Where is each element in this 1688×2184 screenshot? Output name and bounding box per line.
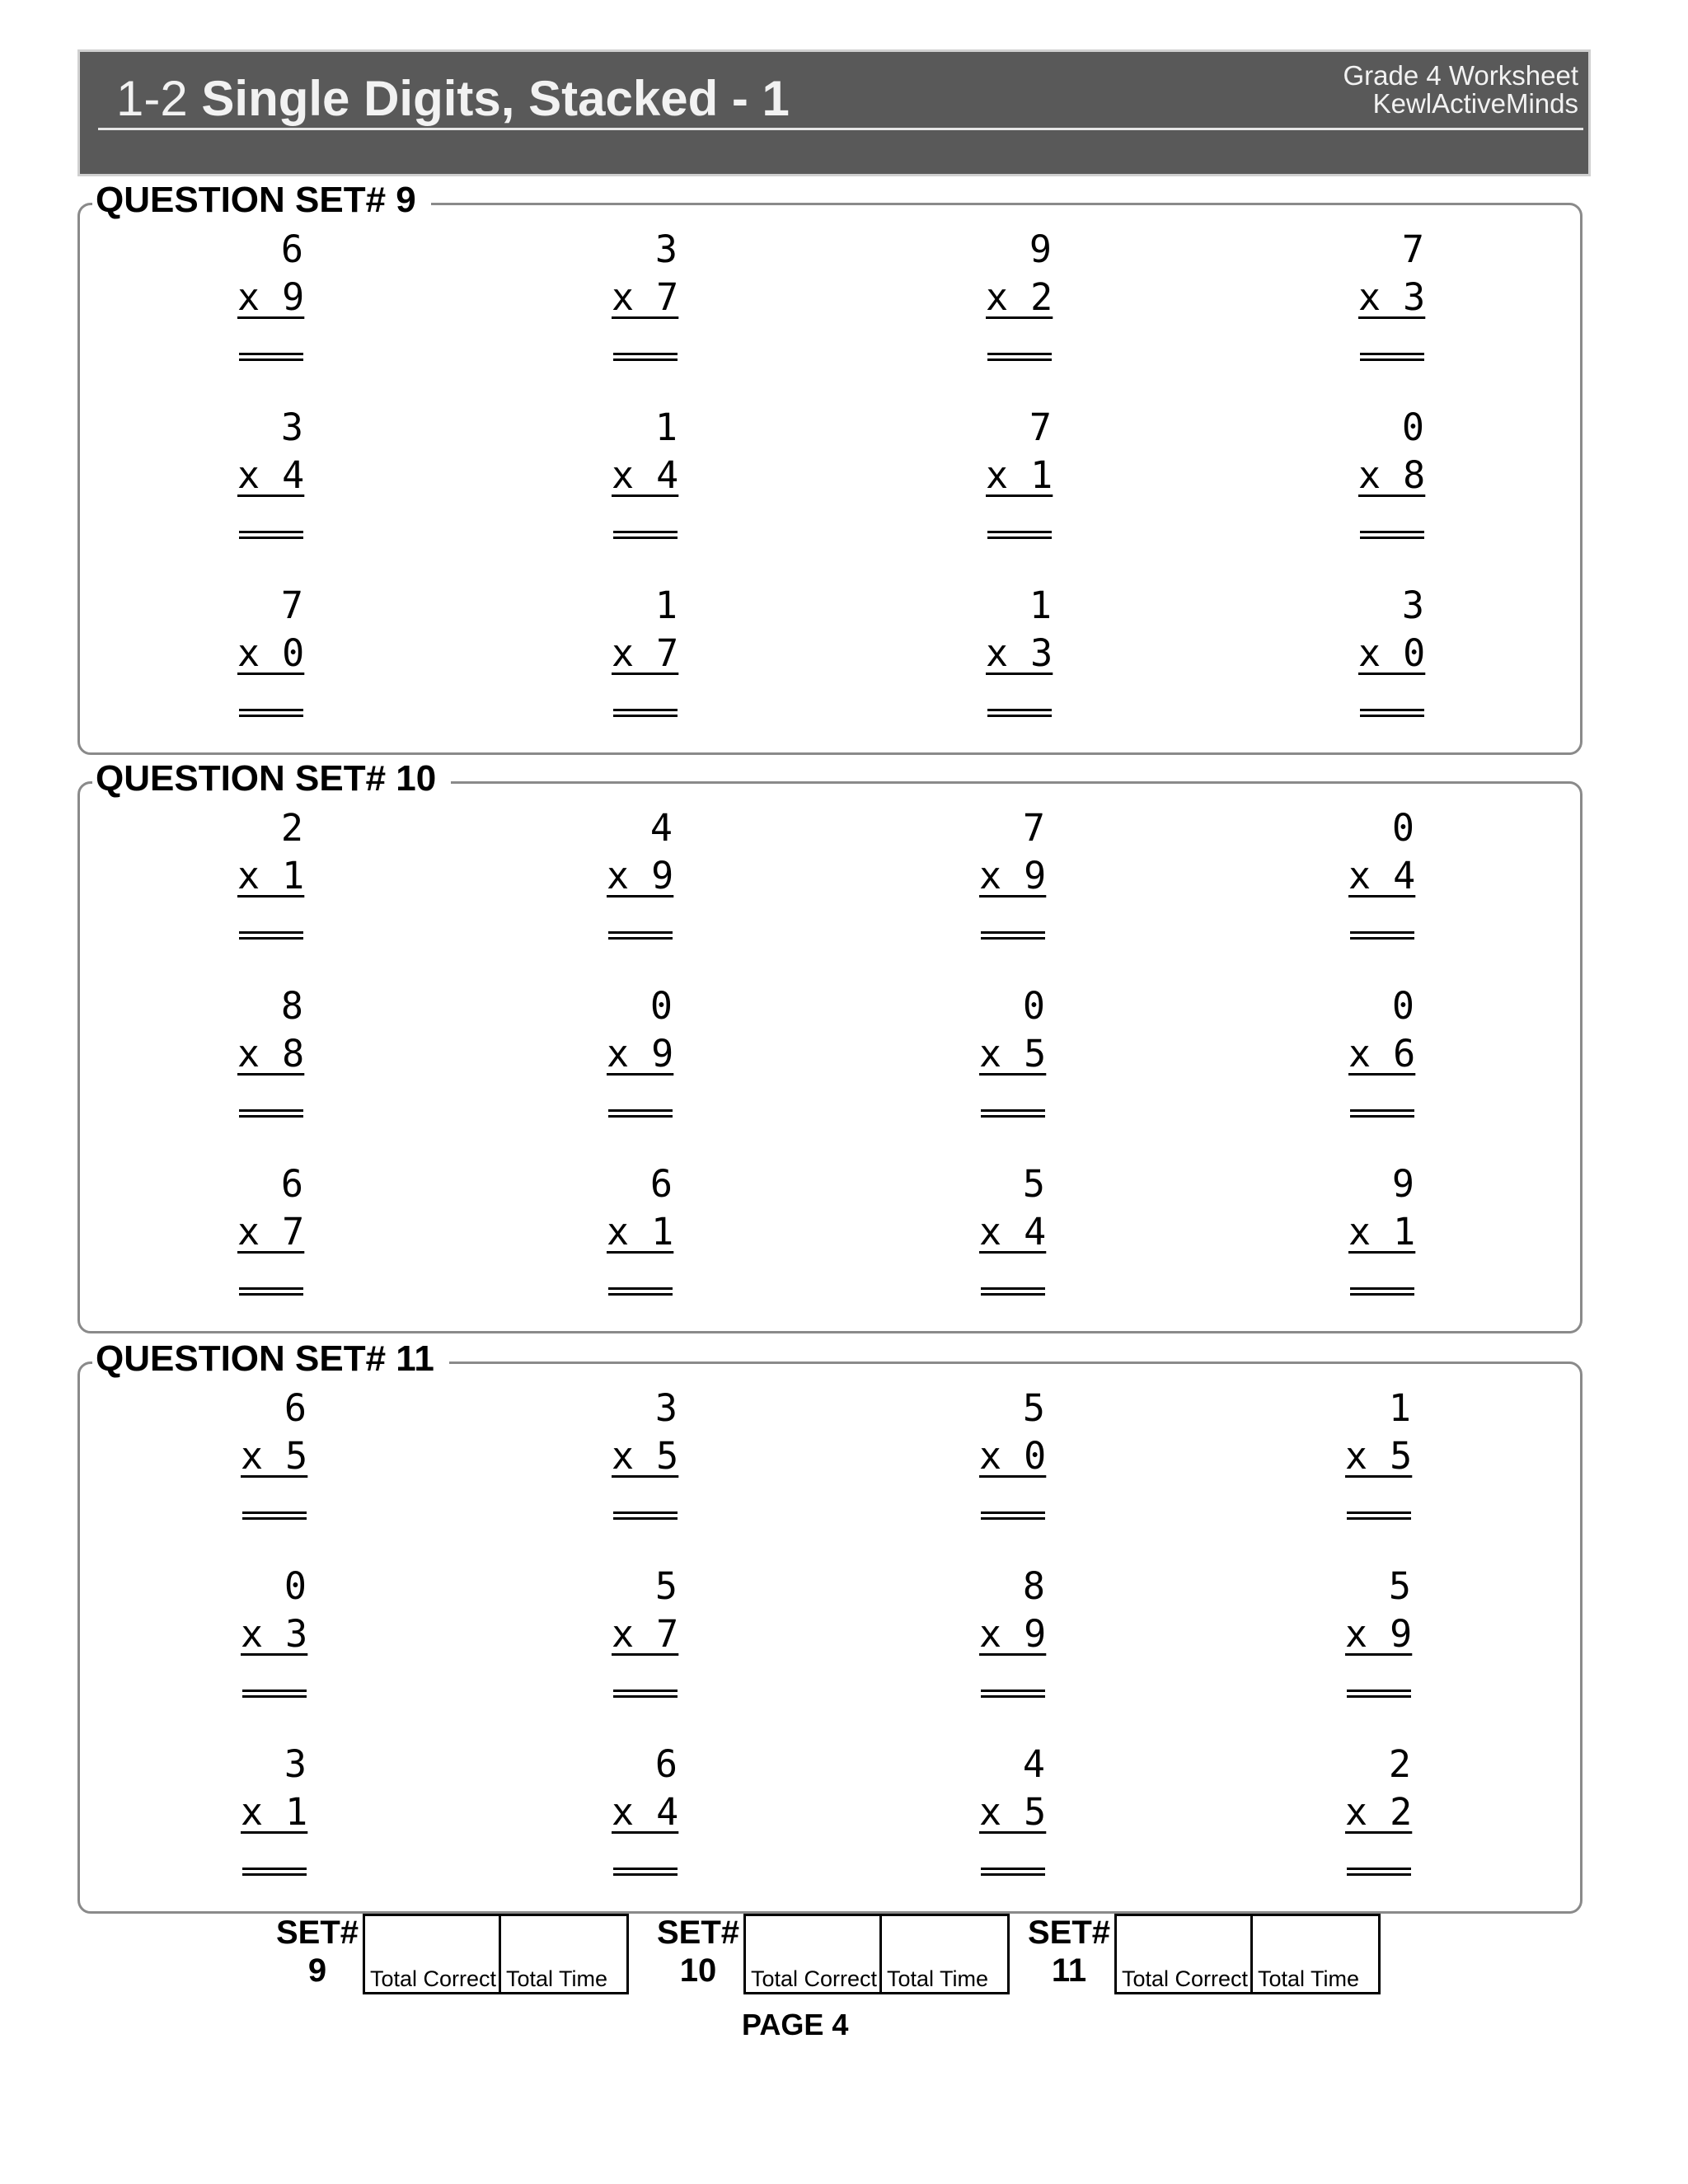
- answer-line: [1348, 1263, 1414, 1310]
- math-problem: [612, 1741, 678, 1891]
- problem-top-number: 1: [1388, 1386, 1411, 1430]
- total-correct-label: Total Correct: [1122, 1966, 1249, 1991]
- math-problem: [1348, 1160, 1414, 1310]
- answer-line: [612, 1665, 678, 1713]
- problem-multiplier: x 4: [237, 453, 305, 497]
- answer-blank[interactable]: [613, 353, 678, 361]
- problem-top-number: 4: [1022, 1742, 1045, 1786]
- problem-top-number: 6: [280, 227, 303, 271]
- answer-blank[interactable]: [608, 1109, 673, 1118]
- problem-top-number: 0: [1391, 806, 1414, 850]
- header-meta: [1343, 62, 1578, 118]
- problem-top-number: 4: [649, 806, 673, 850]
- problem-top-number: 7: [1022, 806, 1045, 850]
- problem-top-number: 5: [1022, 1162, 1045, 1206]
- page-number: PAGE 4: [742, 2008, 849, 2041]
- set-label: QUESTION SET# 11: [92, 1338, 449, 1380]
- answer-line: [612, 1843, 678, 1891]
- math-problem: [612, 404, 678, 554]
- problem-multiplier: x 5: [1345, 1434, 1413, 1478]
- answer-line: [1345, 1487, 1411, 1535]
- total-time-label: Total Time: [887, 1966, 989, 1991]
- problem-multiplier: x 6: [1348, 1032, 1416, 1076]
- set-label: QUESTION SET# 9: [92, 180, 431, 221]
- problem-multiplier: x 3: [986, 631, 1053, 675]
- total-correct-label: Total Correct: [751, 1966, 878, 1991]
- brand-label: KewlActiveMinds: [1372, 88, 1578, 119]
- answer-line: [241, 1487, 307, 1535]
- problem-top-number: 1: [654, 583, 678, 627]
- answer-blank[interactable]: [239, 531, 303, 539]
- problem-top-number: 6: [649, 1162, 673, 1206]
- math-problem: [607, 982, 673, 1132]
- problem-multiplier: x 7: [612, 1612, 679, 1656]
- problem-top-number: 7: [1401, 227, 1424, 271]
- math-problem: [612, 1563, 678, 1713]
- answer-line: [979, 1487, 1045, 1535]
- problem-top-number: 2: [1388, 1742, 1411, 1786]
- score-set-text: SET#: [275, 1915, 359, 1951]
- answer-line: [607, 1263, 673, 1310]
- problem-top-number: 3: [284, 1742, 307, 1786]
- math-problem: [237, 226, 303, 376]
- answer-line: [1358, 684, 1424, 732]
- math-problem: [1358, 226, 1424, 376]
- problem-multiplier: x 9: [237, 275, 305, 319]
- answer-blank[interactable]: [1360, 709, 1424, 717]
- math-problem: [979, 1563, 1045, 1713]
- math-problem: [237, 404, 303, 554]
- problem-multiplier: x 1: [607, 1210, 674, 1254]
- answer-line: [1345, 1665, 1411, 1713]
- answer-blank[interactable]: [1350, 931, 1414, 940]
- problem-multiplier: x 1: [241, 1790, 308, 1834]
- problem-multiplier: x 3: [1358, 275, 1426, 319]
- math-problem: [241, 1741, 307, 1891]
- answer-line: [1358, 328, 1424, 376]
- problem-multiplier: x 2: [986, 275, 1053, 319]
- problem-top-number: 5: [654, 1564, 678, 1608]
- math-problem: [1358, 582, 1424, 732]
- problem-multiplier: x 1: [986, 453, 1053, 497]
- math-problem: [237, 982, 303, 1132]
- answer-line: [612, 506, 678, 554]
- problem-multiplier: x 2: [1345, 1790, 1413, 1834]
- problem-multiplier: x 5: [979, 1790, 1047, 1834]
- total-time-label: Total Time: [506, 1966, 608, 1991]
- answer-blank[interactable]: [1347, 1511, 1411, 1520]
- answer-line: [237, 1085, 303, 1132]
- problem-multiplier: x 7: [612, 631, 679, 675]
- answer-line: [237, 1263, 303, 1310]
- problem-top-number: 0: [1391, 984, 1414, 1028]
- set-label: QUESTION SET# 10: [92, 758, 451, 799]
- problem-multiplier: x 9: [979, 1612, 1047, 1656]
- problem-top-number: 6: [654, 1742, 678, 1786]
- answer-line: [237, 907, 303, 954]
- score-set-text: SET#: [1027, 1915, 1111, 1951]
- problem-top-number: 3: [1401, 583, 1424, 627]
- total-time-box[interactable]: [879, 1914, 1010, 1994]
- answer-blank[interactable]: [981, 1109, 1045, 1118]
- problem-top-number: 3: [654, 1386, 678, 1430]
- answer-blank[interactable]: [613, 531, 678, 539]
- total-correct-box[interactable]: [743, 1914, 882, 1994]
- answer-line: [607, 907, 673, 954]
- answer-blank[interactable]: [1347, 1690, 1411, 1698]
- answer-blank[interactable]: [981, 1690, 1045, 1698]
- math-problem: [986, 226, 1052, 376]
- problem-top-number: 9: [1029, 227, 1052, 271]
- title-main: Single Digits, Stacked - 1: [201, 71, 790, 126]
- problem-top-number: 8: [280, 984, 303, 1028]
- answer-blank[interactable]: [239, 1287, 303, 1296]
- math-problem: [1345, 1563, 1411, 1713]
- total-correct-label: Total Correct: [370, 1966, 497, 1991]
- answer-line: [241, 1843, 307, 1891]
- grade-label: Grade 4 Worksheet: [1343, 60, 1578, 91]
- answer-blank[interactable]: [242, 1690, 307, 1698]
- answer-line: [612, 328, 678, 376]
- problem-top-number: 8: [1022, 1564, 1045, 1608]
- answer-line: [986, 328, 1052, 376]
- problem-multiplier: x 5: [241, 1434, 308, 1478]
- problem-top-number: 1: [654, 405, 678, 449]
- answer-line: [1348, 1085, 1414, 1132]
- math-problem: [979, 1385, 1045, 1535]
- problem-multiplier: x 0: [237, 631, 305, 675]
- problem-multiplier: x 4: [612, 1790, 679, 1834]
- answer-blank[interactable]: [987, 531, 1052, 539]
- math-problem: [612, 226, 678, 376]
- problem-top-number: 5: [1022, 1386, 1045, 1430]
- answer-line: [237, 684, 303, 732]
- problem-multiplier: x 1: [1348, 1210, 1416, 1254]
- answer-blank[interactable]: [1350, 1287, 1414, 1296]
- answer-line: [979, 1843, 1045, 1891]
- math-problem: [612, 582, 678, 732]
- problem-multiplier: x 8: [237, 1032, 305, 1076]
- math-problem: [237, 804, 303, 954]
- total-time-box[interactable]: [1250, 1914, 1381, 1994]
- problem-multiplier: x 0: [1358, 631, 1426, 675]
- answer-blank[interactable]: [242, 1868, 307, 1876]
- problem-top-number: 3: [280, 405, 303, 449]
- answer-line: [612, 684, 678, 732]
- problem-multiplier: x 7: [237, 1210, 305, 1254]
- answer-line: [979, 1263, 1045, 1310]
- math-problem: [979, 1741, 1045, 1891]
- answer-line: [607, 1085, 673, 1132]
- math-problem: [241, 1563, 307, 1713]
- answer-blank[interactable]: [239, 709, 303, 717]
- answer-blank[interactable]: [1347, 1868, 1411, 1876]
- math-problem: [1358, 404, 1424, 554]
- problem-top-number: 2: [280, 806, 303, 850]
- total-correct-box[interactable]: [1114, 1914, 1253, 1994]
- problem-top-number: 9: [1391, 1162, 1414, 1206]
- answer-line: [241, 1665, 307, 1713]
- problem-multiplier: x 4: [979, 1210, 1047, 1254]
- answer-blank[interactable]: [981, 1511, 1045, 1520]
- score-set-label: [653, 1914, 743, 1990]
- answer-line: [237, 328, 303, 376]
- problem-top-number: 6: [280, 1162, 303, 1206]
- problem-top-number: 0: [1022, 984, 1045, 1028]
- answer-blank[interactable]: [239, 931, 303, 940]
- answer-blank[interactable]: [613, 1690, 678, 1698]
- answer-line: [979, 1665, 1045, 1713]
- answer-blank[interactable]: [981, 1868, 1045, 1876]
- answer-line: [979, 1085, 1045, 1132]
- answer-blank[interactable]: [608, 1287, 673, 1296]
- problem-top-number: 7: [1029, 405, 1052, 449]
- answer-line: [986, 684, 1052, 732]
- answer-blank[interactable]: [981, 1287, 1045, 1296]
- problem-top-number: 3: [654, 227, 678, 271]
- math-problem: [607, 1160, 673, 1310]
- answer-line: [1345, 1843, 1411, 1891]
- answer-line: [1358, 506, 1424, 554]
- problem-multiplier: x 5: [979, 1032, 1047, 1076]
- problem-multiplier: x 4: [1348, 854, 1416, 898]
- math-problem: [1345, 1741, 1411, 1891]
- answer-blank[interactable]: [1360, 531, 1424, 539]
- total-time-box[interactable]: [499, 1914, 629, 1994]
- math-problem: [986, 582, 1052, 732]
- problem-top-number: 0: [1401, 405, 1424, 449]
- math-problem: [979, 982, 1045, 1132]
- score-set-number: 10: [679, 1952, 717, 1989]
- answer-blank[interactable]: [1360, 353, 1424, 361]
- problem-top-number: 0: [284, 1564, 307, 1608]
- problem-top-number: 0: [649, 984, 673, 1028]
- score-set-number: 11: [1051, 1952, 1087, 1989]
- answer-line: [986, 506, 1052, 554]
- math-problem: [237, 582, 303, 732]
- problem-multiplier: x 5: [612, 1434, 679, 1478]
- score-set-text: SET#: [656, 1915, 740, 1951]
- problem-multiplier: x 1: [237, 854, 305, 898]
- page-title: [116, 70, 790, 127]
- problem-multiplier: x 4: [612, 453, 679, 497]
- math-problem: [1345, 1385, 1411, 1535]
- answer-blank[interactable]: [608, 931, 673, 940]
- answer-line: [237, 506, 303, 554]
- math-problem: [607, 804, 673, 954]
- problem-multiplier: x 3: [241, 1612, 308, 1656]
- answer-line: [979, 907, 1045, 954]
- problem-multiplier: x 9: [979, 854, 1047, 898]
- problem-multiplier: x 9: [607, 1032, 674, 1076]
- answer-line: [612, 1487, 678, 1535]
- problem-multiplier: x 9: [1345, 1612, 1413, 1656]
- math-problem: [1348, 804, 1414, 954]
- problem-top-number: 7: [280, 583, 303, 627]
- worksheet-header: [77, 49, 1591, 176]
- math-problem: [986, 404, 1052, 554]
- answer-blank[interactable]: [981, 931, 1045, 940]
- answer-blank[interactable]: [613, 709, 678, 717]
- title-prefix: 1-2: [116, 71, 202, 126]
- math-problem: [241, 1385, 307, 1535]
- problem-multiplier: x 0: [979, 1434, 1047, 1478]
- answer-blank[interactable]: [1350, 1109, 1414, 1118]
- math-problem: [1348, 982, 1414, 1132]
- answer-blank[interactable]: [239, 1109, 303, 1118]
- score-set-number: 9: [307, 1952, 327, 1989]
- total-correct-box[interactable]: [363, 1914, 501, 1994]
- answer-blank[interactable]: [242, 1511, 307, 1520]
- answer-line: [1348, 907, 1414, 954]
- math-problem: [979, 804, 1045, 954]
- answer-blank[interactable]: [987, 709, 1052, 717]
- problem-top-number: 1: [1029, 583, 1052, 627]
- problem-multiplier: x 9: [607, 854, 674, 898]
- answer-blank[interactable]: [987, 353, 1052, 361]
- answer-blank[interactable]: [613, 1511, 678, 1520]
- math-problem: [237, 1160, 303, 1310]
- problem-top-number: 6: [284, 1386, 307, 1430]
- math-problem: [979, 1160, 1045, 1310]
- answer-blank[interactable]: [239, 353, 303, 361]
- answer-blank[interactable]: [613, 1868, 678, 1876]
- total-time-label: Total Time: [1258, 1966, 1360, 1991]
- score-set-label: [1024, 1914, 1114, 1990]
- problem-top-number: 5: [1388, 1564, 1411, 1608]
- problem-multiplier: x 8: [1358, 453, 1426, 497]
- header-divider: [98, 128, 1583, 130]
- math-problem: [612, 1385, 678, 1535]
- problem-multiplier: x 7: [612, 275, 679, 319]
- score-set-label: [272, 1914, 363, 1990]
